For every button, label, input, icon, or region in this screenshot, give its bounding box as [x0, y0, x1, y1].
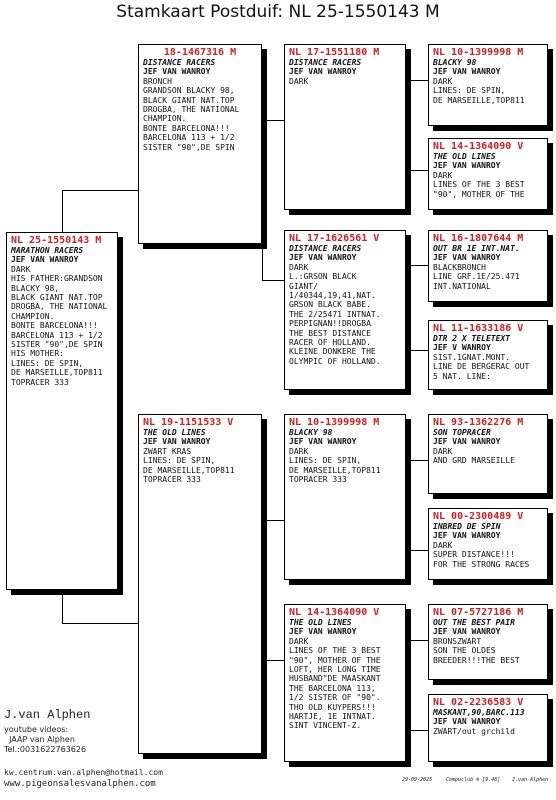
- ring-number: NL 00-2300489 V: [433, 511, 524, 522]
- pigeon-name: MARATHON RACERS: [11, 246, 84, 255]
- pigeon-name: MASKANT,90,BARC.113: [433, 708, 525, 717]
- pigeon-name: DISTANCE RACERS: [143, 58, 216, 67]
- ring-number: NL 11-1633186 V: [433, 323, 524, 334]
- connector-line: [62, 190, 63, 232]
- pigeon-info: SIST.1GNAT.MONT. LINE DE BERGERAC OUT 5 NAT. LINE:: [433, 352, 530, 381]
- connector-line: [62, 590, 63, 623]
- pigeon-owner: JEF VAN WANROY: [143, 67, 211, 77]
- pigeon-info: DARK LINES: DE SPIN, DE MARSEILLE,TOP811: [433, 76, 525, 105]
- connector-line: [406, 265, 428, 266]
- pigeon-info: ZWART KRAS LINES: DE SPIN, DE MARSEILLE,TOP811 TOPRACER 333: [143, 446, 235, 485]
- footer-email[interactable]: kw.centrum.van.alphen@hotmail.com: [4, 768, 163, 777]
- pigeon-owner: JEF VAN WANROY: [433, 437, 501, 447]
- connector-line: [406, 350, 428, 351]
- connector-line: [406, 730, 428, 731]
- pigeon-owner: JEF VAN WANROY: [433, 531, 501, 541]
- ring-number: NL 02-2236583 V: [433, 697, 524, 708]
- connector-line: [262, 120, 263, 280]
- pigeon-name: OUT BR 1E INT.NAT.: [433, 244, 520, 253]
- connector-line: [406, 170, 428, 171]
- ring-number: NL 19-1151533 V: [143, 417, 234, 428]
- pigeon-info: DARK: [289, 76, 309, 86]
- pigeon-card-main[interactable]: [6, 232, 118, 590]
- pigeon-info: BRONCH GRANDSON BLACKY 98, BLACK GIANT NAT.TOP DROGBA, THE NATIONAL CHAMPION. BONTE BARCELONA!!! BARCELONA 113 + 1/2 SISTER "90",DE SPIN: [143, 76, 240, 152]
- pigeon-card-mmf[interactable]: [428, 604, 548, 680]
- pigeon-card-mm[interactable]: [284, 604, 406, 762]
- pigeon-name: DTR 2 X TELETEXT: [433, 334, 511, 343]
- footer-website[interactable]: www.pigeonsalesvanalphen.com: [4, 779, 156, 789]
- pigeon-card-ffm[interactable]: [428, 138, 548, 210]
- pigeon-name: BLACKY 98: [289, 428, 333, 437]
- pigeon-card-ff[interactable]: [284, 44, 406, 210]
- pigeon-card-fff[interactable]: [428, 44, 548, 126]
- breeder-line2: JAAP van Alphen: [4, 735, 75, 744]
- pigeon-owner: JEF VAN WANROY: [289, 627, 357, 637]
- pigeon-card-mmm[interactable]: [428, 694, 548, 762]
- pigeon-owner: JEF V WANROY: [433, 343, 491, 353]
- connector-line: [406, 80, 407, 170]
- pigeon-owner: JEF VAN WANROY: [433, 67, 501, 77]
- pigeon-card-mfm[interactable]: [428, 508, 548, 580]
- pigeon-owner: JEF VAN WANROY: [433, 253, 501, 263]
- pigeon-owner: JEF VAN WANROY: [289, 253, 357, 263]
- pigeon-info: BRONSZWART SON THE OLDES BREEDER!!!THE BEST: [433, 636, 520, 665]
- pigeon-owner: JEF VAN WANROY: [11, 255, 79, 265]
- connector-line: [62, 623, 138, 624]
- connector-line: [406, 640, 428, 641]
- pigeon-card-father[interactable]: [138, 44, 262, 244]
- ring-number: 18-1467316 M: [163, 47, 237, 58]
- pigeon-name: DISTANCE RACERS: [289, 58, 362, 67]
- ring-number: NL 07-5727186 M: [433, 607, 524, 618]
- breeder-phone: Tel.:0031622763626: [4, 745, 87, 754]
- pigeon-info: DARK AND GRD MARSEILLE: [433, 446, 515, 466]
- page-title: Stamkaart Postduif: NL 25-1550143 M: [116, 2, 440, 22]
- footer-date: 29-09-2025: [402, 777, 433, 783]
- pigeon-info: DARK LINES OF THE 3 BEST "90", MOTHER OF THE: [433, 170, 525, 199]
- pigeon-name: THE OLD LINES: [289, 618, 352, 627]
- connector-line: [262, 660, 284, 661]
- pigeon-name: THE OLD LINES: [433, 152, 496, 161]
- ring-number: NL 10-1399998 M: [289, 417, 380, 428]
- connector-line: [406, 460, 407, 550]
- footer-software: Compuclub ® [9.48]: [446, 777, 501, 783]
- pigeon-name: SON TOPRACER: [433, 428, 491, 437]
- footer-author: J.van Alphen: [512, 777, 549, 783]
- pigeon-owner: JEF VAN WANROY: [433, 161, 501, 171]
- pigeon-card-fmm[interactable]: [428, 320, 548, 390]
- ring-number: NL 17-1626561 V: [289, 233, 380, 244]
- connector-line: [406, 80, 428, 81]
- connector-line: [262, 280, 284, 281]
- pigeon-card-mff[interactable]: [428, 414, 548, 494]
- connector-line: [262, 520, 284, 521]
- pigeon-info: DARK L.:GRSON BLACK GIANT/ 1/40344,19,41,NAT. GRSON BLACK BABE. THE 2/25471 INTNAT. PERPIGNAN!!DROGBA THE BEST DISTANCE RACER OF HOLLAND. KLEINE DONKERE THE OLYMPIC OF HOLLAND.: [289, 262, 381, 366]
- pigeon-card-fm[interactable]: [284, 230, 406, 390]
- pigeon-name: DISTANCE RACERS: [289, 244, 362, 253]
- pigeon-info: ZWART/out grchild: [433, 726, 515, 736]
- breeder-line1: youtube videos:: [4, 725, 69, 734]
- connector-line: [406, 460, 428, 461]
- connector-line: [262, 520, 263, 660]
- pigeon-info: BLACKBRONCH LINE GRF.1E/25.471 INT.NATIONAL: [433, 262, 520, 291]
- pigeon-info: DARK LINES: DE SPIN, DE MARSEILLE,TOP811 TOPRACER 333: [289, 446, 381, 485]
- pigeon-owner: JEF VAN WANROY: [433, 627, 501, 637]
- ring-number: NL 16-1807644 M: [433, 233, 524, 244]
- ring-number: NL 17-1551180 M: [289, 47, 380, 58]
- pigeon-name: INBRED DE SPIN: [433, 522, 501, 531]
- pigeon-card-mother[interactable]: [138, 414, 262, 754]
- pigeon-card-fmf[interactable]: [428, 230, 548, 302]
- ring-number: NL 14-1364090 V: [289, 607, 380, 618]
- pigeon-name: BLACKY 98: [433, 58, 477, 67]
- ring-number: NL 10-1399998 M: [433, 47, 524, 58]
- pigeon-owner: JEF VAN WANROY: [289, 67, 357, 77]
- pigeon-owner: JEF VAN WANROY: [433, 717, 501, 727]
- connector-line: [406, 550, 428, 551]
- connector-line: [262, 120, 284, 121]
- connector-line: [62, 190, 138, 191]
- connector-line: [406, 640, 407, 730]
- pigeon-name: OUT THE BEST PAIR: [433, 618, 515, 627]
- pigeon-info: DARK LINES OF THE 3 BEST "90", MOTHER OF THE LOFT, HER LONG TIME HUSBAND"DE MAASKANT THE BARCELONA 113, 1/2 SISTER OF "90". THO OLD KUYPERS!!! HARTJE, 1E INTNAT. SINT VINCENT-Z.: [289, 636, 381, 731]
- pigeon-info: DARK HIS FATHER:GRANDSON BLACKY 98, BLACK GIANT NAT.TOP DROGBA, THE NATIONAL CHAMPION. BONTE BARCELONA!!! BARCELONA 113 + 1/2 SISTER "90",DE SPIN HIS MOTHER: LINES: DE SPIN, DE MARSEILLE,TOP811 TOPRACER 333: [11, 264, 108, 387]
- pigeon-owner: JEF VAN WANROY: [289, 437, 357, 447]
- pigeon-owner: JEF VAN WANROY: [143, 437, 211, 447]
- ring-number: NL 25-1550143 M: [11, 235, 102, 246]
- breeder-name: J.van Alphen: [4, 708, 91, 722]
- pigeon-name: THE OLD LINES: [143, 428, 206, 437]
- ring-number: NL 93-1362276 M: [433, 417, 524, 428]
- pigeon-info: DARK SUPER DISTANCE!!! FOR THE STRONG RACES: [433, 540, 530, 569]
- ring-number: NL 14-1364090 V: [433, 141, 524, 152]
- pigeon-card-mf[interactable]: [284, 414, 406, 580]
- connector-line: [406, 265, 407, 350]
